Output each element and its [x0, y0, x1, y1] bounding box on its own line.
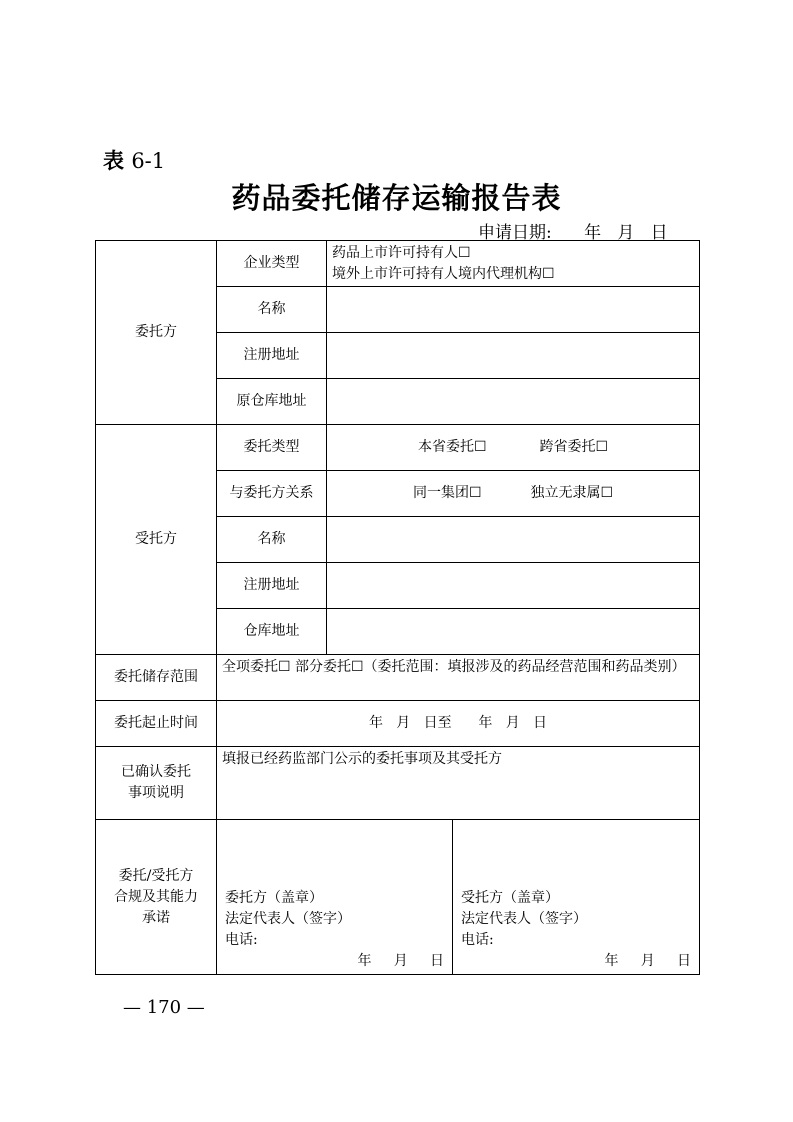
entrusting-party-label: 委托方 — [96, 241, 217, 425]
entrusting-reg-address-field[interactable] — [327, 333, 700, 379]
table-label-prefix: 表 — [103, 148, 124, 173]
entrusting-reg-address-label: 注册地址 — [217, 333, 327, 379]
entrusted-signature-block[interactable] — [453, 820, 700, 975]
confirmed-label — [96, 747, 217, 820]
row-scope — [96, 655, 700, 701]
commitment-label-line3: 承诺 — [142, 909, 170, 926]
entrusted-party-label: 受托方 — [96, 425, 217, 655]
commitment-label-line1: 委托/受托方 — [118, 867, 194, 884]
entrusted-reg-address-label: 注册地址 — [217, 563, 327, 609]
row-entrust-type — [96, 425, 700, 471]
enterprise-type-options[interactable] — [327, 241, 700, 287]
entrust-type-option-cross-province[interactable]: 跨省委托☐ — [539, 439, 609, 455]
entrusted-sign-date: 年 月 日 — [604, 953, 691, 969]
table-label — [103, 145, 165, 175]
page-number: — 170 — — [123, 997, 205, 1018]
commitment-label-line2: 合规及其能力 — [114, 888, 198, 905]
row-enterprise-type — [96, 241, 700, 287]
entrusting-seal: 委托方（盖章） — [225, 890, 323, 906]
row-confirmed — [96, 747, 700, 820]
entrusted-phone: 电话: — [461, 932, 494, 948]
period-label: 委托起止时间 — [96, 701, 217, 747]
entrusting-phone: 电话: — [225, 932, 258, 948]
confirmed-label-line1: 已确认委托 — [121, 764, 191, 780]
entrusting-name-field[interactable] — [327, 287, 700, 333]
entrusted-seal: 受托方（盖章） — [461, 890, 559, 906]
apply-date: 申请日期: 年 月 日 — [478, 223, 668, 243]
row-commitment — [96, 820, 700, 975]
table-label-number: 6-1 — [131, 149, 166, 173]
enterprise-type-option-mah[interactable]: 药品上市许可持有人☐ — [332, 244, 471, 261]
relation-option-independent[interactable]: 独立无隶属☐ — [530, 485, 614, 501]
entrusting-legal-rep: 法定代表人（签字） — [225, 911, 351, 927]
entrusted-warehouse-label: 仓库地址 — [217, 609, 327, 655]
entrust-type-options[interactable] — [327, 425, 700, 471]
entrusting-name-label: 名称 — [217, 287, 327, 333]
page-title: 药品委托储存运输报告表 — [231, 181, 562, 215]
relation-label: 与委托方关系 — [217, 471, 327, 517]
commitment-label — [96, 820, 217, 975]
confirmed-label-line2: 事项说明 — [128, 785, 184, 801]
entrusting-signature-block[interactable] — [217, 820, 453, 975]
scope-label: 委托储存范围 — [96, 655, 217, 701]
relation-options[interactable] — [327, 471, 700, 517]
entrusted-name-field[interactable] — [327, 517, 700, 563]
row-period — [96, 701, 700, 747]
relation-option-same-group[interactable]: 同一集团☐ — [412, 485, 482, 501]
entrusted-reg-address-field[interactable] — [327, 563, 700, 609]
entrusting-sign-date: 年 月 日 — [357, 953, 444, 969]
entrusted-warehouse-field[interactable] — [327, 609, 700, 655]
entrust-type-option-same-province[interactable]: 本省委托☐ — [417, 439, 487, 455]
enterprise-type-label: 企业类型 — [217, 241, 327, 287]
period-field[interactable]: 年 月 日至 年 月 日 — [217, 701, 700, 747]
orig-warehouse-label: 原仓库地址 — [217, 379, 327, 425]
enterprise-type-option-agent[interactable]: 境外上市许可持有人境内代理机构☐ — [332, 265, 555, 282]
scope-field[interactable]: 全项委托☐ 部分委托☐（委托范围：填报涉及的药品经营范围和药品类别） — [217, 655, 700, 701]
entrust-type-label: 委托类型 — [217, 425, 327, 471]
entrusted-legal-rep: 法定代表人（签字） — [461, 911, 587, 927]
confirmed-field[interactable]: 填报已经药监部门公示的委托事项及其受托方 — [217, 747, 700, 820]
entrusted-name-label: 名称 — [217, 517, 327, 563]
report-form-table — [95, 240, 700, 975]
orig-warehouse-field[interactable] — [327, 379, 700, 425]
